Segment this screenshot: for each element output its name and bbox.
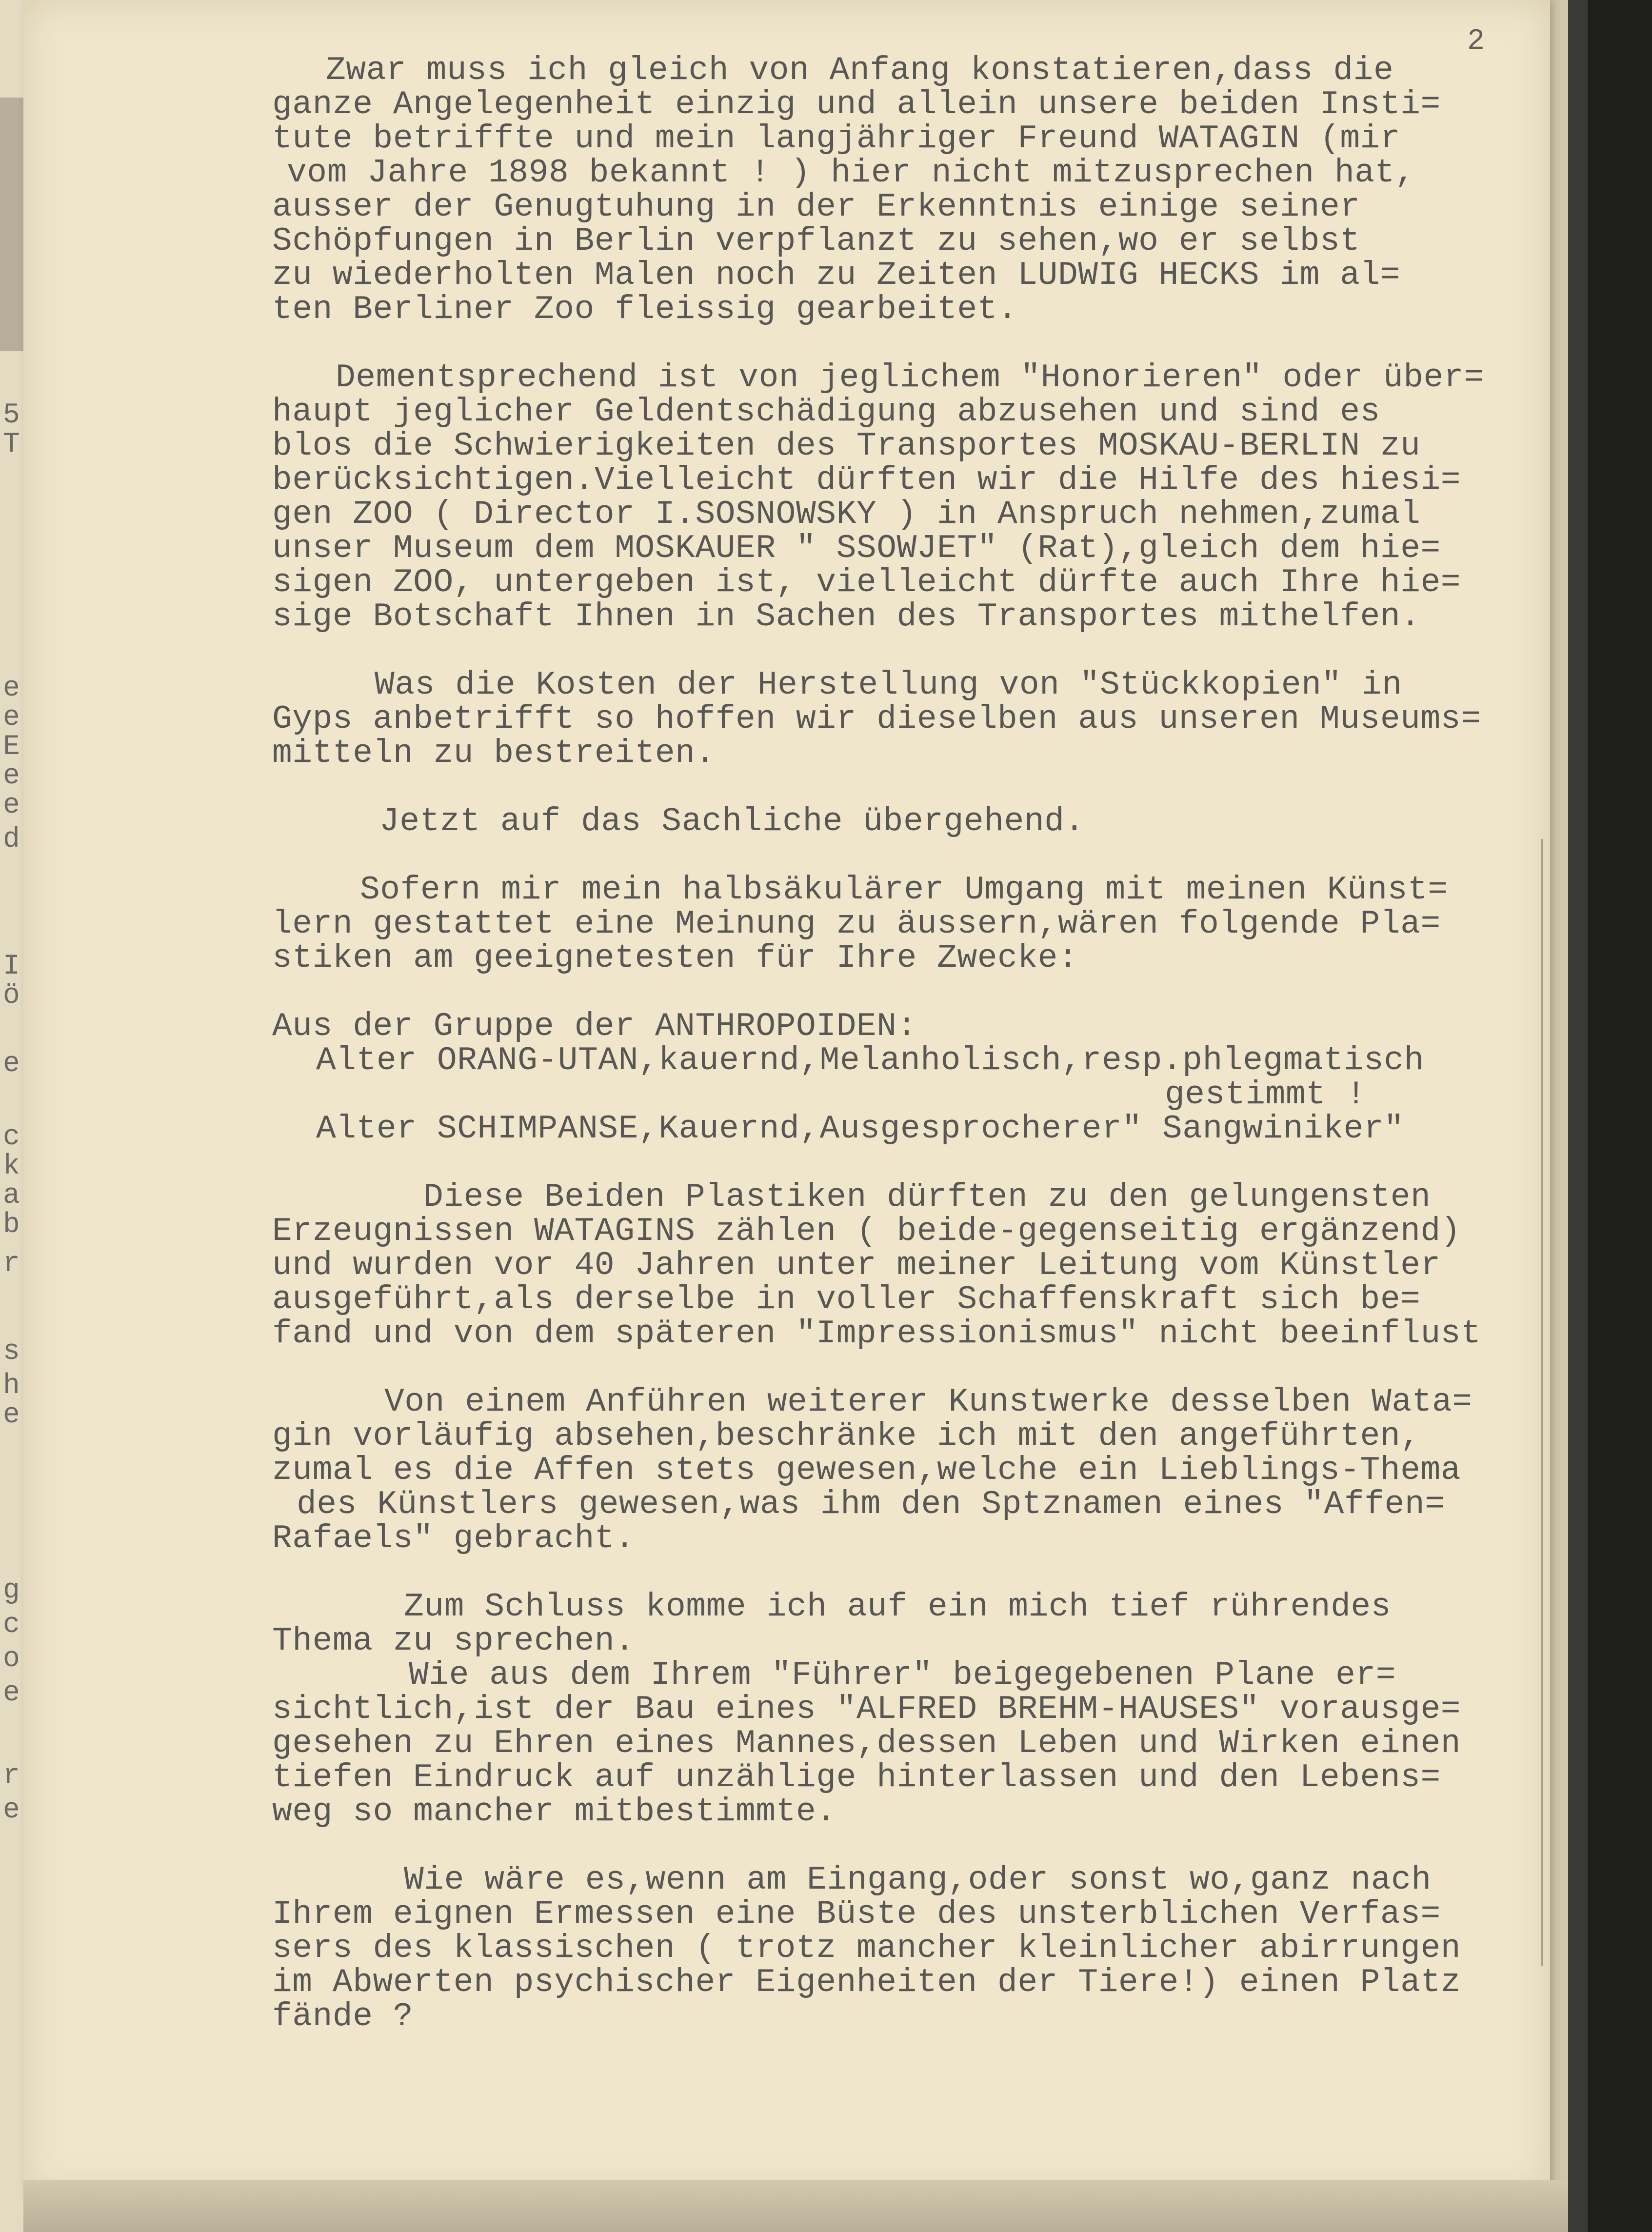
text-line: und wurden vor 40 Jahren unter meiner Leitung vom Künstler bbox=[272, 1247, 1441, 1284]
under-fragment: T bbox=[3, 429, 20, 460]
under-fragment: k bbox=[3, 1151, 20, 1182]
text-line: gestimmt ! bbox=[1165, 1076, 1367, 1114]
text-line: ten Berliner Zoo fleissig gearbeitet. bbox=[272, 291, 1018, 328]
under-fragment: e bbox=[3, 790, 20, 821]
text-line: Von einem Anführen weiterer Kunstwerke desselben Wata= bbox=[384, 1383, 1473, 1421]
text-line: sigen ZOO, untergeben ist, vielleicht dürfte auch Ihre hie= bbox=[272, 564, 1461, 601]
under-fragment: e bbox=[3, 1048, 20, 1080]
under-fragment: e bbox=[3, 760, 20, 792]
scan-edge-strip bbox=[1568, 0, 1652, 2232]
text-line: Wie aus dem Ihrem "Führer" beigegebenen Plane er= bbox=[409, 1656, 1396, 1694]
text-line: Wie wäre es,wenn am Eingang,oder sonst wo,ganz nach bbox=[404, 1861, 1432, 1899]
text-line: Schöpfungen in Berlin verpflanzt zu sehen,wo er selbst bbox=[272, 222, 1360, 260]
text-line: gesehen zu Ehren eines Mannes,dessen Leben und Wirken einen bbox=[272, 1725, 1461, 1762]
text-line: zumal es die Affen stets gewesen,welche ein Lieblings-Thema bbox=[272, 1452, 1461, 1489]
under-fragment: e bbox=[3, 1677, 20, 1709]
under-fragment: 5 bbox=[3, 399, 20, 431]
text-line: Diese Beiden Plastiken dürften zu den gelungensten bbox=[423, 1178, 1431, 1216]
text-line: berücksichtigen.Vielleicht dürften wir die Hilfe des hiesi= bbox=[272, 461, 1461, 499]
text-line: vom Jahre 1898 bekannt ! ) hier nicht mitzusprechen hat, bbox=[287, 154, 1415, 192]
text-line: fände ? bbox=[272, 1998, 414, 2035]
under-fragment: c bbox=[3, 1609, 20, 1641]
text-line: gen ZOO ( Director I.SOSNOWSKY ) in Anspruch nehmen,zumal bbox=[272, 496, 1421, 533]
under-fragment: c bbox=[3, 1121, 20, 1153]
text-line: Alter SCHIMPANSE,Kauernd,Ausgesprocherer" Sangwiniker" bbox=[316, 1110, 1404, 1148]
text-line: Was die Kosten der Herstellung von "Stückkopien" in bbox=[375, 666, 1402, 704]
text-line: Erzeugnissen WATAGINS zählen ( beide-gegenseitig ergänzend) bbox=[272, 1213, 1461, 1250]
under-fragment: E bbox=[3, 731, 20, 763]
text-line: sers des klassischen ( trotz mancher kleinlicher abirrungen bbox=[272, 1930, 1461, 1967]
text-line: Thema zu sprechen. bbox=[272, 1622, 635, 1660]
under-fragment: r bbox=[3, 1248, 20, 1280]
page-number: 2 bbox=[1467, 25, 1485, 58]
text-line: Zum Schluss komme ich auf ein mich tief rührendes bbox=[404, 1588, 1392, 1626]
under-fragment: h bbox=[3, 1370, 20, 1402]
text-line: sige Botschaft Ihnen in Sachen des Transportes mithelfen. bbox=[272, 598, 1421, 636]
under-fragment: o bbox=[3, 1643, 20, 1675]
text-line: Gyps anbetrifft so hoffen wir dieselben aus unseren Museums= bbox=[272, 700, 1481, 738]
under-fragment: e bbox=[3, 1794, 20, 1826]
typed-letter-page bbox=[23, 0, 1550, 2195]
under-fragment: s bbox=[3, 1336, 20, 1368]
text-line: Dementsprechend ist von jeglichem "Honorieren" oder über= bbox=[336, 359, 1484, 397]
under-fragment: I bbox=[3, 951, 20, 982]
text-line: lern gestattet eine Meinung zu äussern,wären folgende Pla= bbox=[272, 905, 1441, 943]
page-bottom-edge bbox=[23, 2180, 1570, 2232]
text-line: Sofern mir mein halbsäkulärer Umgang mit meinen Künst= bbox=[360, 871, 1448, 909]
scan-edge-inner bbox=[1568, 0, 1588, 2232]
text-line: weg so mancher mitbestimmte. bbox=[272, 1793, 836, 1831]
text-line: Ihrem eignen Ermessen eine Büste des unsterblichen Verfas= bbox=[272, 1895, 1441, 1933]
text-line: unser Museum dem MOSKAUER " SSOWJET" (Rat),gleich dem hie= bbox=[272, 530, 1441, 567]
text-line: Zwar muss ich gleich von Anfang konstatieren,dass die bbox=[326, 52, 1394, 89]
text-line: haupt jeglicher Geldentschädigung abzusehen und sind es bbox=[272, 393, 1380, 431]
under-fragment: e bbox=[3, 673, 20, 704]
text-line: fand und von dem späteren "Impressionismus" nicht beeinflust bbox=[272, 1315, 1481, 1353]
text-line: des Künstlers gewesen,was ihm den Sptznamen eines "Affen= bbox=[297, 1486, 1445, 1523]
text-line: blos die Schwierigkeiten des Transportes MOSKAU-BERLIN zu bbox=[272, 427, 1421, 465]
text-line: sichtlich,ist der Bau eines "ALFRED BREHM-HAUSES" vorausge= bbox=[272, 1691, 1461, 1728]
text-line: Rafaels" gebracht. bbox=[272, 1520, 635, 1557]
text-line: tute betriffte und mein langjähriger Freund WATAGIN (mir bbox=[272, 120, 1401, 158]
under-fragment: a bbox=[3, 1180, 20, 1212]
text-line: Alter ORANG-UTAN,kauernd,Melanholisch,resp.phlegmatisch bbox=[316, 1042, 1424, 1079]
under-fragment: d bbox=[3, 824, 20, 856]
under-fragment: r bbox=[3, 1760, 20, 1792]
text-line: zu wiederholten Malen noch zu Zeiten LUDWIG HECKS im al= bbox=[272, 257, 1401, 294]
under-fragment: e bbox=[3, 1399, 20, 1431]
text-line: gin vorläufig absehen,beschränke ich mit den angeführten, bbox=[272, 1417, 1421, 1455]
text-line: mitteln zu bestreiten. bbox=[272, 735, 716, 772]
under-fragment: ö bbox=[3, 980, 20, 1012]
text-line: Aus der Gruppe der ANTHROPOIDEN: bbox=[272, 1008, 917, 1045]
text-line: Jetzt auf das Sachliche übergehend. bbox=[379, 803, 1085, 840]
text-line: ausser der Genugtuhung in der Erkenntnis einige seiner bbox=[272, 188, 1360, 226]
text-line: stiken am geeignetesten für Ihre Zwecke: bbox=[272, 939, 1078, 977]
under-fragment: b bbox=[3, 1209, 20, 1241]
text-line: im Abwerten psychischer Eigenheiten der Tiere!) einen Platz bbox=[272, 1964, 1461, 2001]
margin-pencil-line bbox=[1541, 839, 1543, 1966]
text-line: ganze Angelegenheit einzig und allein unsere beiden Insti= bbox=[272, 86, 1441, 123]
text-line: tiefen Eindruck auf unzählige hinterlassen und den Lebens= bbox=[272, 1759, 1441, 1796]
text-line: ausgeführt,als derselbe in voller Schaffenskraft sich be= bbox=[272, 1281, 1421, 1318]
under-fragment: e bbox=[3, 702, 20, 734]
under-fragment: g bbox=[3, 1575, 20, 1607]
